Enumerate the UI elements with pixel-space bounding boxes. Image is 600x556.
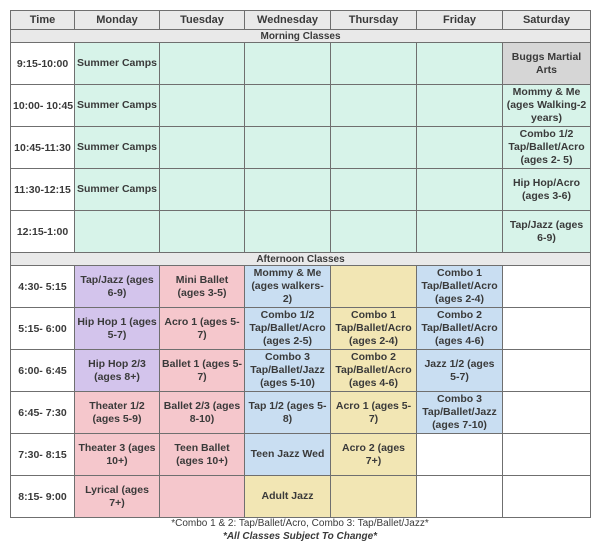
morning-row (11, 127, 591, 169)
class-cell (160, 169, 245, 211)
class-cell (503, 350, 591, 392)
class-cell: Acro 2 (ages 7+) (331, 434, 417, 476)
class-cell (245, 85, 331, 127)
morning-row (11, 211, 591, 253)
morning-section-label: Morning Classes (11, 30, 591, 43)
time-slot: 8:15- 9:00 (11, 476, 75, 518)
class-cell: Combo 1/2 Tap/Ballet/Acro (ages 2- 5) (503, 127, 591, 169)
afternoon-row (11, 266, 591, 308)
class-cell: Hip Hop 2/3 (ages 8+) (75, 350, 160, 392)
time-slot: 12:15-1:00 (11, 211, 75, 253)
class-cell (503, 266, 591, 308)
class-cell (245, 169, 331, 211)
class-cell (503, 308, 591, 350)
class-cell: Buggs Martial Arts (503, 43, 591, 85)
class-cell: Summer Camps (75, 43, 160, 85)
class-cell: Acro 1 (ages 5-7) (160, 308, 245, 350)
class-cell: Adult Jazz (245, 476, 331, 518)
class-cell: Summer Camps (75, 169, 160, 211)
class-cell (245, 211, 331, 253)
class-cell: Theater 1/2 (ages 5-9) (75, 392, 160, 434)
class-cell (160, 211, 245, 253)
class-cell (417, 127, 503, 169)
class-cell (417, 434, 503, 476)
col-header-thursday: Thursday (331, 11, 417, 30)
class-cell: Combo 2 Tap/Ballet/Acro (ages 4-6) (417, 308, 503, 350)
class-cell: Ballet 2/3 (ages 8-10) (160, 392, 245, 434)
class-cell (331, 43, 417, 85)
class-cell (160, 85, 245, 127)
class-cell (331, 211, 417, 253)
class-cell: Mini Ballet (ages 3-5) (160, 266, 245, 308)
time-slot: 9:15-10:00 (11, 43, 75, 85)
class-cell: Teen Jazz Wed (245, 434, 331, 476)
col-header-saturday: Saturday (503, 11, 591, 30)
morning-row (11, 43, 591, 85)
class-cell (417, 169, 503, 211)
col-header-wednesday: Wednesday (245, 11, 331, 30)
class-cell: Lyrical (ages 7+) (75, 476, 160, 518)
class-cell (331, 127, 417, 169)
class-cell: Mommy & Me (ages Walking-2 years) (503, 85, 591, 127)
class-cell: Combo 1/2 Tap/Ballet/Acro (ages 2-5) (245, 308, 331, 350)
time-slot: 4:30- 5:15 (11, 266, 75, 308)
class-cell (245, 43, 331, 85)
class-cell: Combo 3 Tap/Ballet/Jazz (ages 5-10) (245, 350, 331, 392)
class-cell: Summer Camps (75, 127, 160, 169)
class-cell (503, 434, 591, 476)
class-cell: Hip Hop/Acro (ages 3-6) (503, 169, 591, 211)
header-row (11, 11, 591, 30)
time-slot: 11:30-12:15 (11, 169, 75, 211)
col-header-monday: Monday (75, 11, 160, 30)
class-cell (503, 392, 591, 434)
afternoon-row (11, 350, 591, 392)
class-cell (160, 476, 245, 518)
class-cell: Hip Hop 1 (ages 5-7) (75, 308, 160, 350)
class-cell (75, 211, 160, 253)
afternoon-row (11, 434, 591, 476)
class-cell: Combo 1 Tap/Ballet/Acro (ages 2-4) (417, 266, 503, 308)
class-cell: Tap/Jazz (ages 6-9) (503, 211, 591, 253)
time-slot: 6:45- 7:30 (11, 392, 75, 434)
class-cell: Summer Camps (75, 85, 160, 127)
class-schedule-table (10, 10, 591, 518)
class-cell (417, 43, 503, 85)
morning-section-row (11, 30, 591, 43)
class-cell: Acro 1 (ages 5-7) (331, 392, 417, 434)
afternoon-row (11, 476, 591, 518)
afternoon-row (11, 308, 591, 350)
class-cell (331, 266, 417, 308)
class-cell: Theater 3 (ages 10+) (75, 434, 160, 476)
class-cell: Combo 1 Tap/Ballet/Acro (ages 2-4) (331, 308, 417, 350)
class-cell (503, 476, 591, 518)
class-cell: Tap/Jazz (ages 6-9) (75, 266, 160, 308)
class-cell: Combo 3 Tap/Ballet/Jazz (ages 7-10) (417, 392, 503, 434)
class-cell (331, 85, 417, 127)
class-cell: Tap 1/2 (ages 5-8) (245, 392, 331, 434)
class-cell (417, 476, 503, 518)
morning-row (11, 85, 591, 127)
afternoon-row (11, 392, 591, 434)
class-cell (417, 85, 503, 127)
class-cell: Mommy & Me (ages walkers- 2) (245, 266, 331, 308)
class-cell (331, 169, 417, 211)
class-cell (245, 127, 331, 169)
combo-footnote: *Combo 1 & 2: Tap/Ballet/Acro, Combo 3: Tap/Ballet/Jazz* (171, 518, 429, 529)
class-cell (331, 476, 417, 518)
class-cell: Ballet 1 (ages 5-7) (160, 350, 245, 392)
afternoon-section-row (11, 253, 591, 266)
afternoon-section-label: Afternoon Classes (11, 253, 591, 266)
col-header-time: Time (11, 11, 75, 30)
time-slot: 6:00- 6:45 (11, 350, 75, 392)
time-slot: 10:45-11:30 (11, 127, 75, 169)
col-header-tuesday: Tuesday (160, 11, 245, 30)
class-cell: Teen Ballet (ages 10+) (160, 434, 245, 476)
change-disclaimer: *All Classes Subject To Change* (222, 531, 378, 542)
class-cell (160, 127, 245, 169)
class-cell: Jazz 1/2 (ages 5-7) (417, 350, 503, 392)
time-slot: 10:00- 10:45 (11, 85, 75, 127)
class-cell: Combo 2 Tap/Ballet/Acro (ages 4-6) (331, 350, 417, 392)
class-cell (417, 211, 503, 253)
time-slot: 5:15- 6:00 (11, 308, 75, 350)
morning-row (11, 169, 591, 211)
time-slot: 7:30- 8:15 (11, 434, 75, 476)
col-header-friday: Friday (417, 11, 503, 30)
class-cell (160, 43, 245, 85)
